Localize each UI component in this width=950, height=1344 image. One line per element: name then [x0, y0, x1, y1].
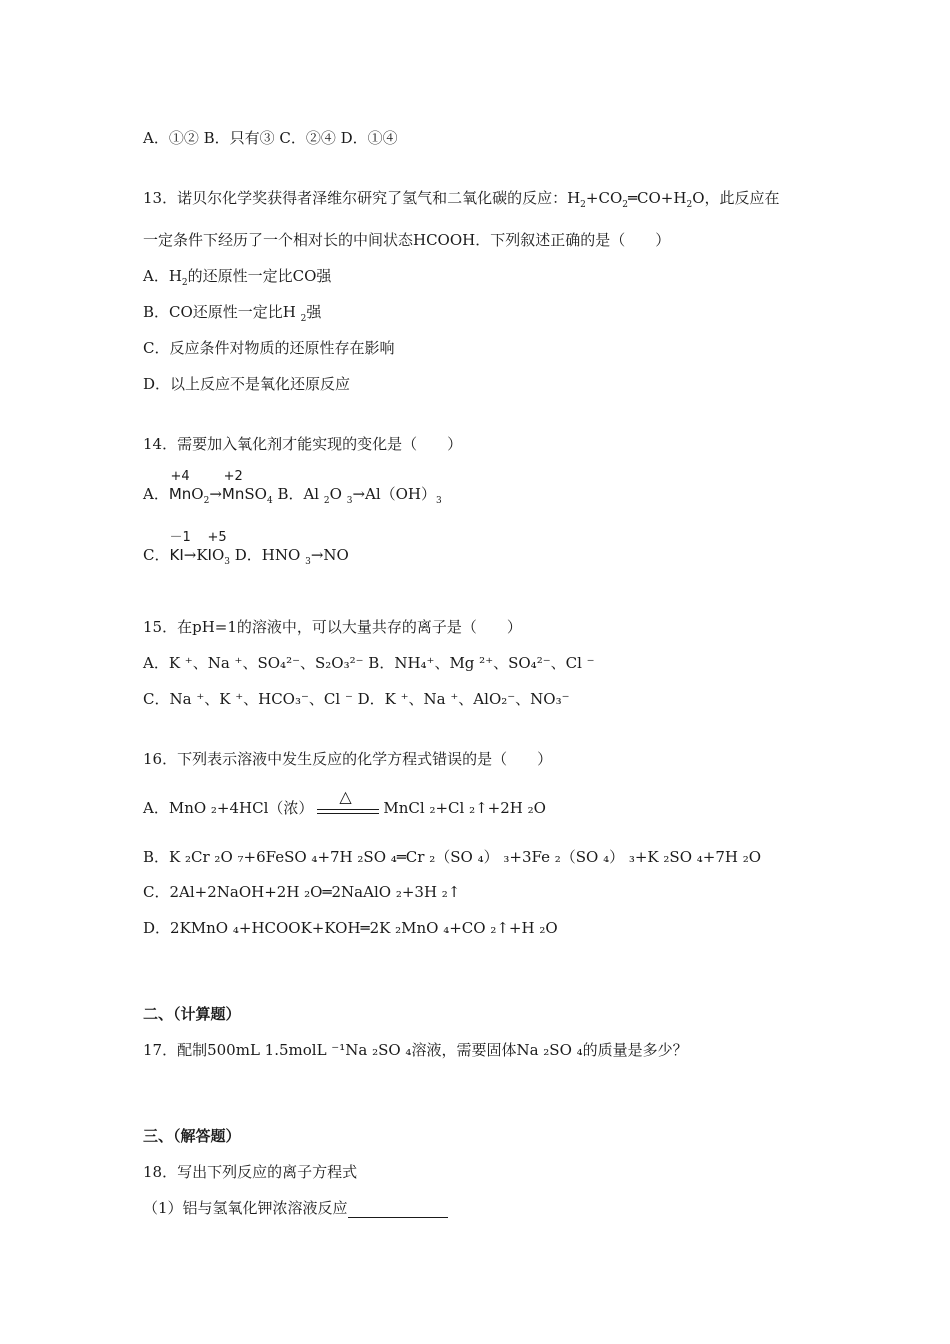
question-13-stem-line1: 13．诺贝尔化学奖获得者泽维尔研究了氢气和二氧化碳的反应：$H_2+CO_2═CO+H_2O$，此反应在: [143, 189, 780, 210]
question-16-option-b: B．K ₂Cr ₂O ₇+6FeSO ₄+7H ₂SO ₄═Cr ₂（SO ₄） ₃+3Fe ₂（SO ₄） ₃+K ₂SO ₄+7H ₂O: [143, 848, 762, 866]
question-14-stem: 14．需要加入氧化剂才能实现的变化是（ ）: [143, 435, 463, 453]
question-14-options-cd: C． －1 KI→K +5 $IO_3$ D．HNO $_3$→NO: [143, 530, 349, 567]
oxidation-mn-plus4: +4 Mn: [168, 469, 192, 503]
question-13-option-d: D．以上反应不是氧化还原反应: [143, 375, 351, 393]
question-15-options-ab: A．K ⁺、Na ⁺、SO₄²⁻、S₂O₃²⁻ B．NH₄⁺、Mg ²⁺、SO₄²⁻、Cl ⁻: [143, 654, 595, 672]
question-18-part-1: （1）铝与氢氧化钾浓溶液反应: [143, 1198, 448, 1218]
question-13-option-c: C．反应条件对物质的还原性存在影响: [143, 339, 395, 357]
oxidation-mn-plus2: +2 Mn: [221, 469, 245, 503]
question-17: 17．配制500mL 1.5molL ⁻¹Na ₂SO ₄溶液，需要固体Na ₂SO ₄的质量是多少？: [143, 1041, 688, 1059]
question-16-option-a: A．MnO ₂+4HCl（浓） △ MnCl ₂+Cl ₂↑+2H ₂O: [143, 787, 546, 817]
question-16-option-d: D．2KMnO ₄+HCOOK+KOH═2K ₂MnO ₄+CO ₂↑+H ₂O: [143, 919, 558, 937]
oxidation-i-plus5: +5 I: [207, 530, 227, 564]
question-16-option-c: C．2Al+2NaOH+2H ₂O═2NaAlO ₂+3H ₂↑: [143, 883, 461, 901]
question-13-stem-line2: 一定条件下经历了一个相对长的中间状态HCOOH．下列叙述正确的是（ ）: [143, 231, 671, 249]
answer-blank[interactable]: [348, 1201, 448, 1218]
section-2-heading: 二、（计算题）: [143, 1005, 241, 1023]
question-18: 18．写出下列反应的离子方程式: [143, 1163, 358, 1181]
question-15-stem: 15．在pH=1的溶液中，可以大量共存的离子是（ ）: [143, 618, 522, 636]
question-14-options-ab: A． +4 MnO$_2$→ +2 MnSO$_4$ B．Al $_2$O $_3\to Al(OH)_3$: [143, 469, 442, 506]
section-3-heading: 三、（解答题）: [143, 1127, 241, 1145]
heating-condition-symbol: △: [317, 799, 379, 819]
oxidation-i-minus1: －1 KI: [169, 530, 191, 564]
question-16-stem: 16．下列表示溶液中发生反应的化学方程式错误的是（ ）: [143, 750, 553, 768]
question-13-option-a: A．$H_2$的还原性一定比CO强: [143, 267, 332, 288]
question-12-options: A．①② B．只有③ C．②④ D．①④: [143, 129, 398, 147]
question-13-option-b: B．CO还原性一定比H $_2$强: [143, 303, 322, 324]
question-15-options-cd: C．Na ⁺、K ⁺、HCO₃⁻、Cl ⁻ D．K ⁺、Na ⁺、AlO₂⁻、NO₃⁻: [143, 690, 570, 708]
